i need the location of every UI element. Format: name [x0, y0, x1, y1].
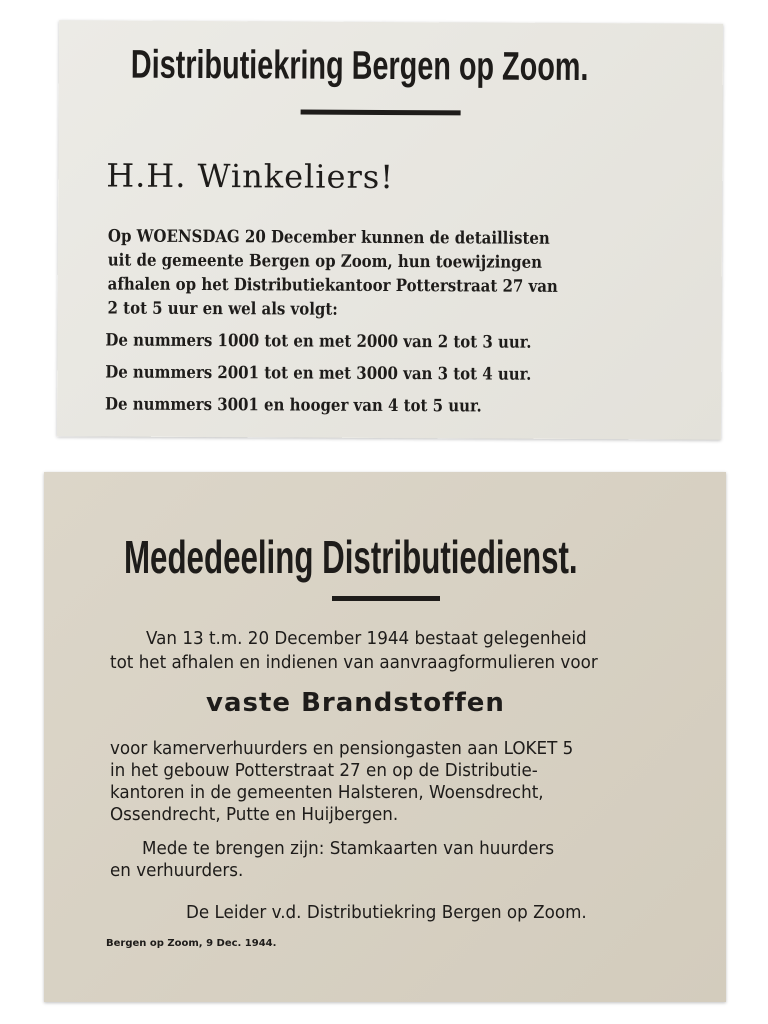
notice-distributiedienst [44, 472, 726, 1002]
body-line: uit de gemeente Bergen op Zoom, hun toewijzingen [107, 250, 543, 273]
notice-title: Distributiekring Bergen op Zoom. [130, 42, 589, 90]
schedule-line: De nummers 1000 tot en met 2000 van 2 tot 3 uur. [105, 330, 532, 353]
body-line: afhalen op het Distributiekantoor Potterstraat 27 van [107, 274, 558, 297]
notice-heading: H.H. Winkeliers! [106, 156, 395, 197]
body-line: Op WOENSDAG 20 December kunnen de detaillisten [107, 226, 550, 249]
bring-line: Mede te brengen zijn: Stamkaarten van huurders [142, 838, 555, 859]
highlight-text: vaste Brandstoffen [206, 688, 505, 718]
intro-line: Van 13 t.m. 20 December 1944 bestaat gelegenheid [146, 628, 587, 649]
body-line: voor kamerverhuurders en pensiongasten aan LOKET 5 [110, 738, 574, 759]
dateline: Bergen op Zoom, 9 Dec. 1944. [106, 938, 277, 949]
notice-title: Mededeeling Distributiedienst. [124, 531, 578, 583]
schedule-line: De nummers 2001 tot en met 3000 van 3 tot 4 uur. [105, 362, 532, 385]
body-line: 2 tot 5 uur en wel als volgt: [107, 298, 338, 320]
title-rule [332, 596, 440, 601]
body-line: Ossendrecht, Putte en Huijbergen. [110, 804, 399, 825]
intro-line: tot het afhalen en indienen van aanvraagformulieren voor [110, 652, 598, 673]
body-line: in het gebouw Potterstraat 27 en op de Distributie- [110, 760, 538, 781]
schedule-line: De nummers 3001 en hooger van 4 tot 5 uur. [105, 394, 482, 417]
body-line: kantoren in de gemeenten Halsteren, Woensdrecht, [110, 782, 544, 803]
bring-line: en verhuurders. [110, 860, 244, 881]
notice-winkeliers [57, 20, 723, 439]
signature: De Leider v.d. Distributiekring Bergen op Zoom. [186, 902, 587, 923]
title-rule [301, 110, 461, 116]
